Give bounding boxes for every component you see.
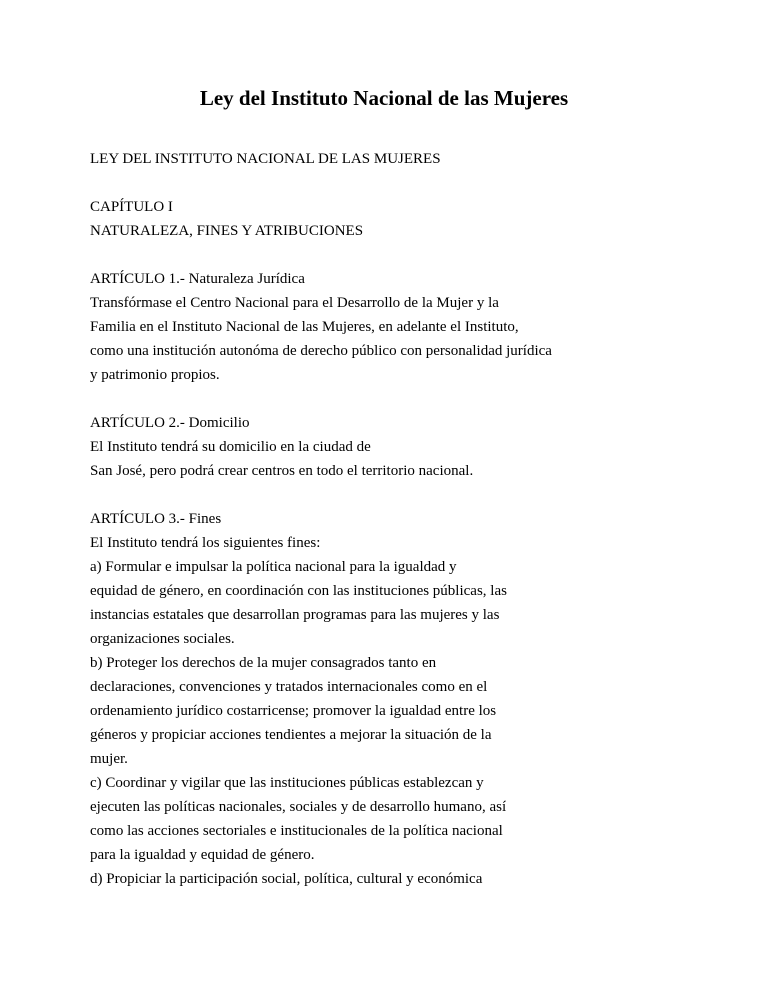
- spacer: [90, 387, 730, 411]
- article-3-text: El Instituto tendrá los siguientes fines:: [90, 535, 321, 551]
- document-title: Ley del Instituto Nacional de las Mujeres: [199, 86, 569, 110]
- spacer: [90, 483, 730, 507]
- article-2-text: San José, pero podrá crear centros en todo el territorio nacional.: [90, 463, 474, 479]
- article-3-text: b) Proteger los derechos de la mujer consagrados tanto en: [90, 655, 437, 671]
- article-2-heading: ARTÍCULO 2.- Domicilio: [90, 415, 250, 431]
- article-1-text: y patrimonio propios.: [90, 367, 220, 383]
- chapter-number: CAPÍTULO I: [90, 199, 173, 215]
- spacer: [90, 171, 730, 195]
- article-3-text: organizaciones sociales.: [90, 631, 235, 647]
- document-body: [90, 147, 730, 891]
- article-1-heading: ARTÍCULO 1.- Naturaleza Jurídica: [90, 271, 305, 287]
- article-3-text: para la igualdad y equidad de género.: [90, 847, 315, 863]
- article-3-text: a) Formular e impulsar la política nacional para la igualdad y: [90, 559, 457, 575]
- article-1-text: Familia en el Instituto Nacional de las Mujeres, en adelante el Instituto,: [90, 319, 519, 335]
- article-3-text: mujer.: [90, 751, 128, 767]
- article-3-text: c) Coordinar y vigilar que las instituciones públicas establezcan y: [90, 775, 484, 791]
- article-3-text: instancias estatales que desarrollan programas para las mujeres y las: [90, 607, 500, 623]
- article-3-text: como las acciones sectoriales e institucionales de la política nacional: [90, 823, 503, 839]
- article-3-text: equidad de género, en coordinación con las instituciones públicas, las: [90, 583, 507, 599]
- spacer: [90, 243, 730, 267]
- article-1-text: como una institución autonóma de derecho público con personalidad jurídica: [90, 343, 552, 359]
- article-3-text: géneros y propiciar acciones tendientes a mejorar la situación de la: [90, 727, 492, 743]
- article-2-text: El Instituto tendrá su domicilio en la ciudad de: [90, 439, 371, 455]
- article-1-text: Transfórmase el Centro Nacional para el Desarrollo de la Mujer y la: [90, 295, 499, 311]
- article-3-text: ejecuten las políticas nacionales, sociales y de desarrollo humano, así: [90, 799, 507, 815]
- article-3-text: declaraciones, convenciones y tratados internacionales como en el: [90, 679, 488, 695]
- article-3-text: ordenamiento jurídico costarricense; promover la igualdad entre los: [90, 703, 497, 719]
- article-3-heading: ARTÍCULO 3.- Fines: [90, 511, 222, 527]
- law-heading: LEY DEL INSTITUTO NACIONAL DE LAS MUJERES: [90, 151, 441, 167]
- article-3-text: d) Propiciar la participación social, política, cultural y económica: [90, 871, 483, 887]
- chapter-name: NATURALEZA, FINES Y ATRIBUCIONES: [90, 223, 364, 239]
